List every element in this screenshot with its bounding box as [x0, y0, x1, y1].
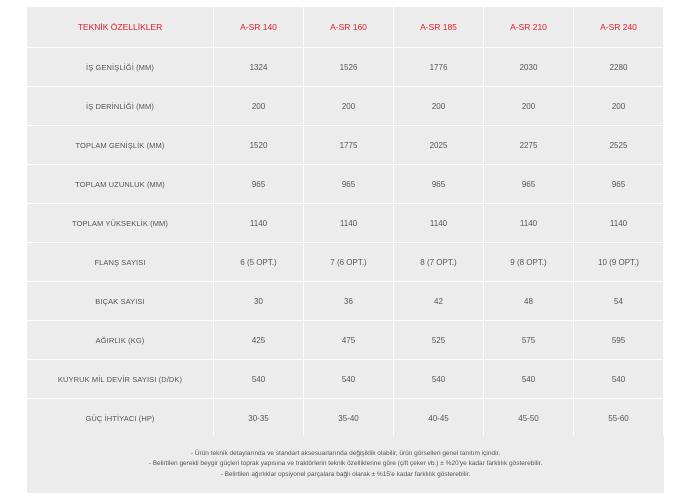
spec-value-cell: 36 — [304, 282, 393, 320]
spec-value-cell: 1140 — [574, 204, 663, 242]
spec-label-cell: GÜÇ İHTİYACI (HP) — [27, 399, 213, 437]
table-row — [27, 243, 663, 281]
spec-value-cell: 10 (9 OPT.) — [574, 243, 663, 281]
spec-value-cell: 1140 — [484, 204, 573, 242]
spec-value-cell: 200 — [574, 87, 663, 125]
spec-value-cell: 965 — [574, 165, 663, 203]
spec-value-cell: 1324 — [214, 48, 303, 86]
spec-value-cell: 35-40 — [304, 399, 393, 437]
spec-value-cell: 48 — [484, 282, 573, 320]
table-row — [27, 321, 663, 359]
spec-value-cell: 40-45 — [394, 399, 483, 437]
spec-value-cell: 540 — [394, 360, 483, 398]
spec-value-cell: 965 — [304, 165, 393, 203]
spec-value-cell: 965 — [484, 165, 573, 203]
spec-value-cell: 1776 — [394, 48, 483, 86]
notes-box — [27, 436, 664, 493]
spec-label-cell: AĞIRLIK (KG) — [27, 321, 213, 359]
table-body — [27, 48, 663, 437]
table-row — [27, 204, 663, 242]
header-cell-model: A-SR 160 — [304, 7, 393, 47]
spec-label-cell: İŞ DERİNLİĞİ (MM) — [27, 87, 213, 125]
spec-value-cell: 1775 — [304, 126, 393, 164]
spec-value-cell: 200 — [484, 87, 573, 125]
spec-value-cell: 595 — [574, 321, 663, 359]
spec-label-cell: TOPLAM UZUNLUK (MM) — [27, 165, 213, 203]
note-line: - Belirtilen ağırlıklar opsiyonel parçalara bağlı olarak ± %15'e kadar farklılık gösterebilir. — [220, 470, 471, 478]
spec-value-cell: 1526 — [304, 48, 393, 86]
spec-value-cell: 1140 — [394, 204, 483, 242]
spec-label-cell: İŞ GENİŞLİĞİ (MM) — [27, 48, 213, 86]
table-row — [27, 126, 663, 164]
spec-label-cell: BIÇAK SAYISI — [27, 282, 213, 320]
spec-value-cell: 54 — [574, 282, 663, 320]
spec-value-cell: 2525 — [574, 126, 663, 164]
spec-value-cell: 540 — [484, 360, 573, 398]
spec-value-cell: 540 — [214, 360, 303, 398]
note-line: - Belirtilen gerekli beygir güçleri toprak yapısına ve traktörlerin teknik özelliklerine göre (çift çeker vb.) ± %20'ye kadar farklılık gösterebilir. — [148, 460, 543, 468]
header-cell-model: A-SR 240 — [574, 7, 663, 47]
table-header-row — [27, 7, 663, 47]
spec-value-cell: 7 (6 OPT.) — [304, 243, 393, 281]
spec-value-cell: 8 (7 OPT.) — [394, 243, 483, 281]
spec-label-cell: FLANŞ SAYISI — [27, 243, 213, 281]
spec-value-cell: 9 (8 OPT.) — [484, 243, 573, 281]
note-line: - Ürün teknik detaylarında ve standart aksesuarlarında değişiklik olabilir, ürün görselleri genel tanıtım içindir. — [190, 449, 501, 457]
table-row — [27, 399, 663, 437]
header-cell-model: A-SR 210 — [484, 7, 573, 47]
spec-value-cell: 1520 — [214, 126, 303, 164]
spec-value-cell: 45-50 — [484, 399, 573, 437]
spec-value-cell: 540 — [304, 360, 393, 398]
spec-value-cell: 2280 — [574, 48, 663, 86]
header-cell-model: A-SR 185 — [394, 7, 483, 47]
spec-value-cell: 1140 — [304, 204, 393, 242]
table-row — [27, 282, 663, 320]
spec-value-cell: 2275 — [484, 126, 573, 164]
spec-value-cell: 965 — [214, 165, 303, 203]
table-row — [27, 165, 663, 203]
spec-value-cell: 6 (5 OPT.) — [214, 243, 303, 281]
spec-value-cell: 2030 — [484, 48, 573, 86]
spec-value-cell: 540 — [574, 360, 663, 398]
spec-value-cell: 425 — [214, 321, 303, 359]
spec-value-cell: 475 — [304, 321, 393, 359]
spec-table — [26, 6, 664, 438]
spec-value-cell: 30 — [214, 282, 303, 320]
spec-value-cell: 200 — [394, 87, 483, 125]
table-row — [27, 48, 663, 86]
spec-value-cell: 200 — [214, 87, 303, 125]
header-cell-specs: TEKNİK ÖZELLİKLER — [27, 7, 213, 47]
spec-value-cell: 965 — [394, 165, 483, 203]
spec-value-cell: 30-35 — [214, 399, 303, 437]
spec-value-cell: 2025 — [394, 126, 483, 164]
spec-value-cell: 200 — [304, 87, 393, 125]
spec-value-cell: 1140 — [214, 204, 303, 242]
header-cell-model: A-SR 140 — [214, 7, 303, 47]
table-row — [27, 87, 663, 125]
table-row — [27, 360, 663, 398]
spec-label-cell: TOPLAM GENİŞLİK (MM) — [27, 126, 213, 164]
spec-value-cell: 525 — [394, 321, 483, 359]
spec-label-cell: TOPLAM YÜKSEKLİK (MM) — [27, 204, 213, 242]
spec-value-cell: 55-60 — [574, 399, 663, 437]
spec-label-cell: KUYRUK MİL DEVİR SAYISI (D/DK) — [27, 360, 213, 398]
spec-value-cell: 42 — [394, 282, 483, 320]
spec-value-cell: 575 — [484, 321, 573, 359]
